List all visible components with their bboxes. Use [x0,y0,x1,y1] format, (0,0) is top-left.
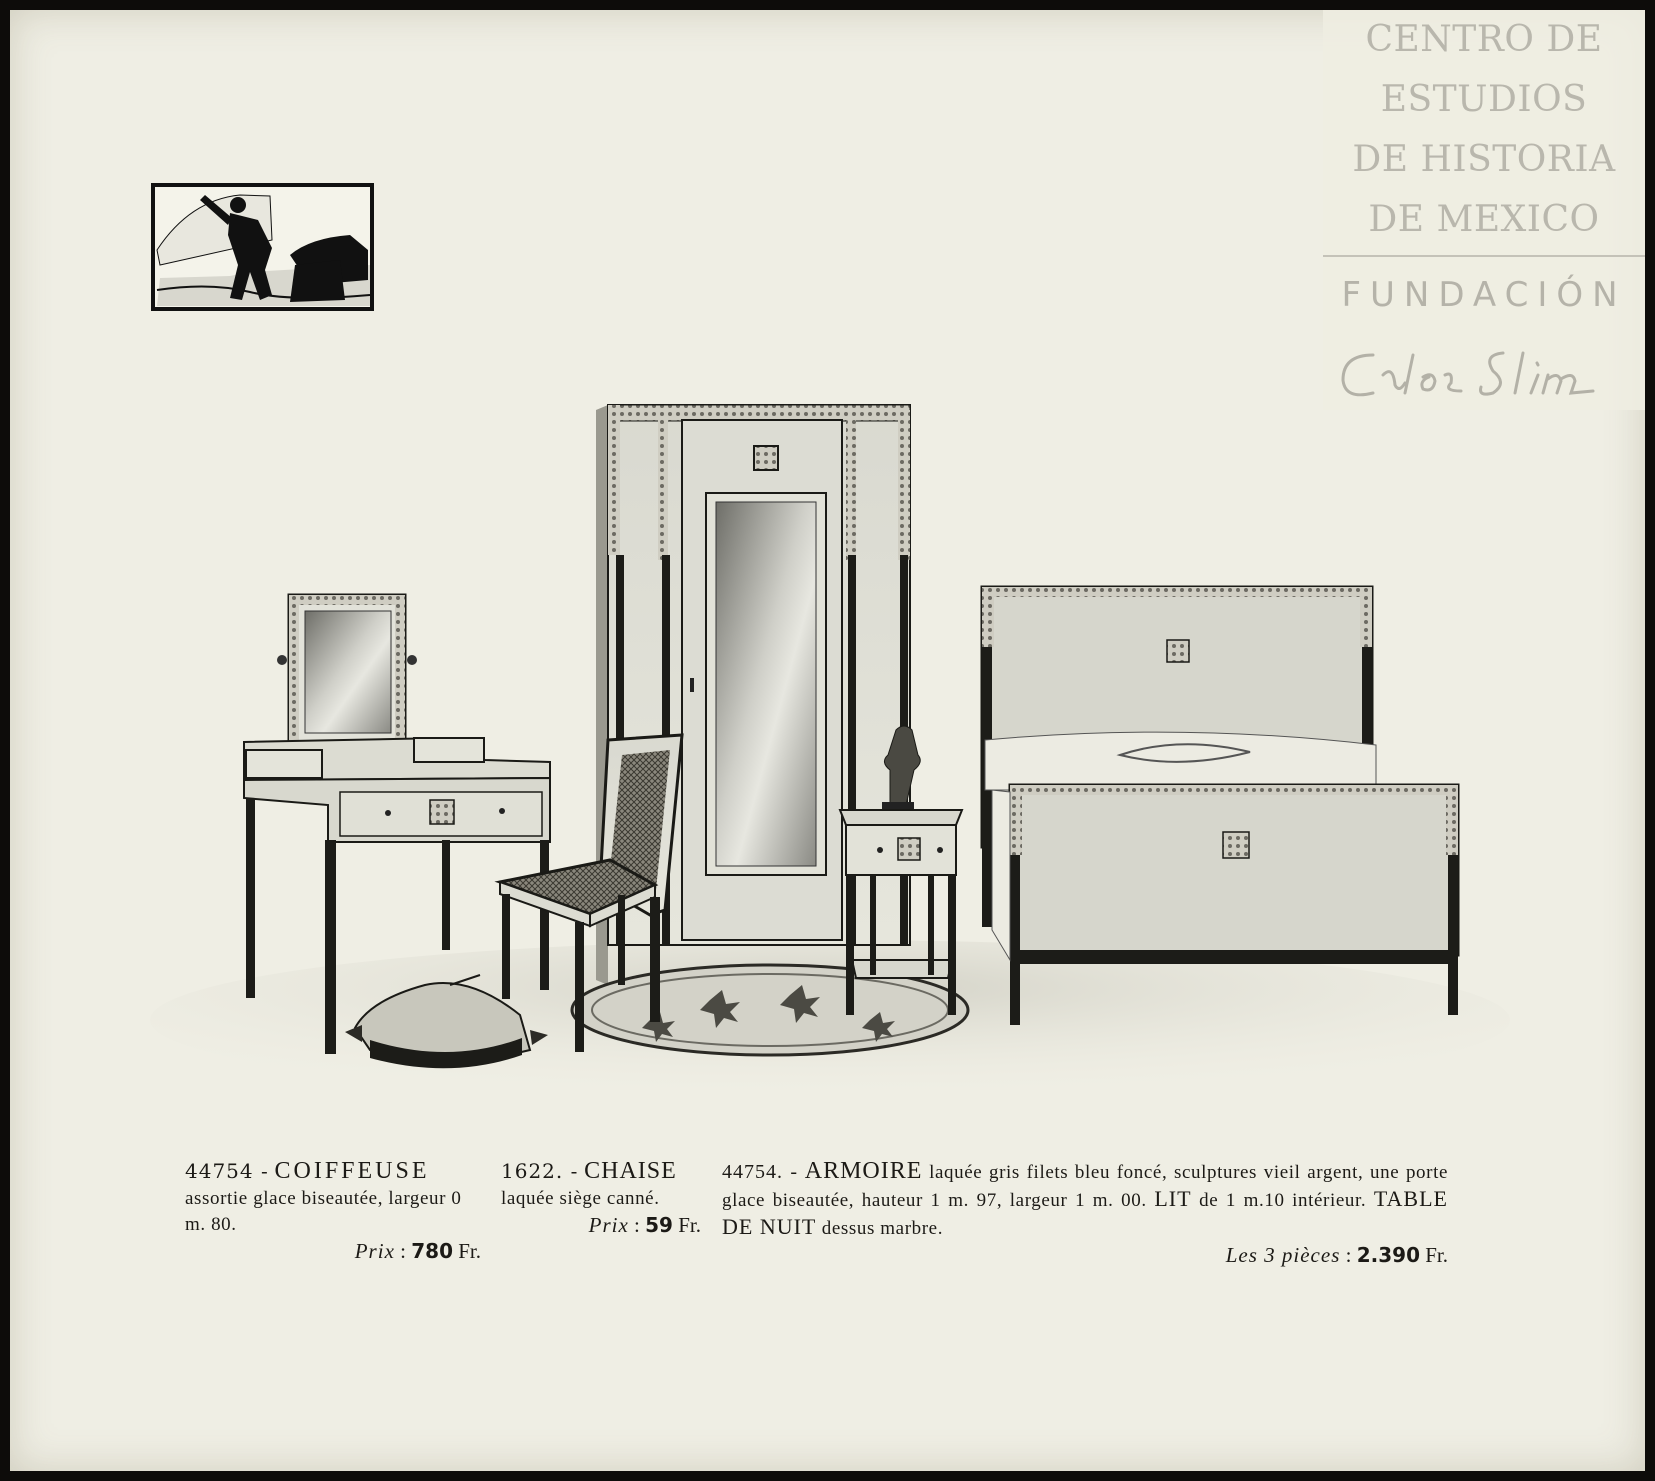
watermark-line-3: DE HISTORIA [1352,139,1616,180]
item-price [501,1212,701,1238]
watermark-divider [1323,255,1645,257]
item-name: CHAISE [584,1158,677,1184]
archive-watermark [1323,10,1645,410]
caption-chaise [501,1158,701,1238]
price-value: 780 [411,1239,453,1263]
price-value: 2.390 [1356,1243,1420,1267]
item-name-3: TABLE DE NUIT [722,1186,1448,1239]
woodcutter-vignette [153,185,372,309]
item-name: ARMOIRE [804,1158,923,1184]
watermark-line-1: CENTRO DE [1365,19,1603,60]
price-currency: Fr. [678,1213,701,1237]
price-label: Prix [354,1239,395,1263]
price-label: Prix [588,1213,629,1237]
price-value: 59 [645,1213,673,1237]
price-separator: : [1345,1243,1352,1267]
item-price [722,1242,1448,1268]
price-separator: : [634,1213,640,1237]
item-name-2: LIT [1154,1186,1192,1211]
item-number: 1622. - [501,1159,579,1183]
price-currency: Fr. [1425,1243,1448,1267]
item-description-2: de 1 m.10 intérieur. [1199,1190,1367,1211]
item-name: COIFFEUSE [274,1158,430,1184]
item-number: 44754 - [185,1159,269,1183]
item-description-3: dessus marbre. [821,1218,944,1239]
watermark-line-4: DE MEXICO [1368,199,1600,240]
caption-armoire-lit-table [722,1158,1448,1268]
item-description: assortie glace biseautée, largeur 0 m. 80. [185,1188,462,1235]
watermark-line-2: ESTUDIOS [1380,79,1588,120]
price-label: Les 3 pièces [1225,1243,1341,1267]
item-number: 44754. - [722,1161,799,1183]
item-description: laquée siège canné. [501,1188,660,1209]
item-description: laquée gris filets bleu foncé, sculptures vieil argent, une porte glace biseautée, hauteur 1 m. 97, largeur 1 m. 00. [722,1162,1448,1211]
catalog-page [10,10,1645,1471]
watermark-foundation: FUNDACIÓN [1341,275,1627,315]
price-currency: Fr. [458,1239,481,1263]
caption-coiffeuse [185,1158,481,1264]
lit [982,587,1458,1025]
item-price [185,1238,481,1264]
price-separator: : [400,1239,406,1263]
signature-logo [1333,335,1633,405]
